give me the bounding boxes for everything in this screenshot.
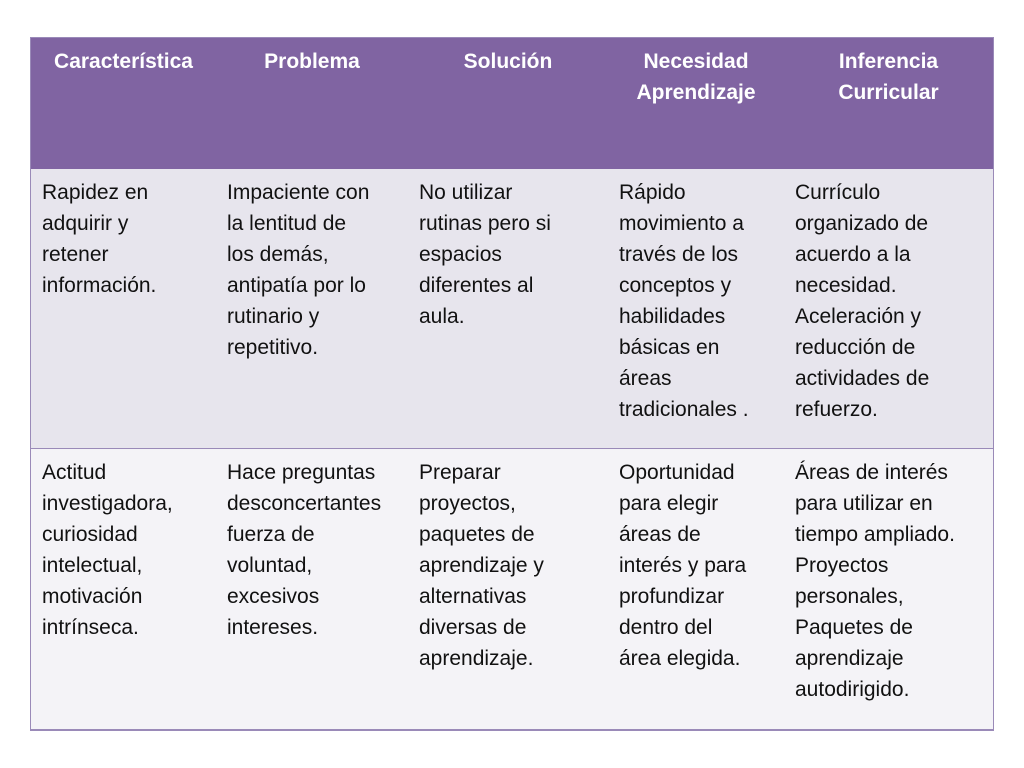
header-caracteristica: Característica (31, 38, 216, 169)
table-cell: Rápido movimiento a través de los conceptos y habilidades básicas en áreas tradicionales . (608, 169, 784, 448)
table-cell: Preparar proyectos, paquetes de aprendizaje y alternativas diversas de aprendizaje. (408, 448, 608, 729)
header-problema: Problema (216, 38, 408, 169)
table-cell: Hace preguntas desconcertantes fuerza de voluntad, excesivos intereses. (216, 448, 408, 729)
table-row (31, 448, 993, 729)
table-cell: Actitud investigadora, curiosidad intelectual, motivación intrínseca. (31, 448, 216, 729)
table-cell: Oportunidad para elegir áreas de interés y para profundizar dentro del área elegida. (608, 448, 784, 729)
table-cell: Impaciente con la lentitud de los demás, antipatía por lo rutinario y repetitivo. (216, 169, 408, 448)
table-header-row (31, 38, 993, 169)
table-cell: No utilizar rutinas pero si espacios diferentes al aula. (408, 169, 608, 448)
table-cell: Áreas de interés para utilizar en tiempo ampliado. Proyectos personales, Paquetes de aprendizaje autodirigido. (784, 448, 993, 729)
table-row (31, 169, 993, 448)
header-inferencia-curricular: Inferencia Curricular (784, 38, 993, 169)
characteristics-table (31, 38, 993, 730)
header-solucion: Solución (408, 38, 608, 169)
header-necesidad-aprendizaje: Necesidad Aprendizaje (608, 38, 784, 169)
table-cell: Rapidez en adquirir y retener información. (31, 169, 216, 448)
table-cell: Currículo organizado de acuerdo a la necesidad. Aceleración y reducción de actividades de refuerzo. (784, 169, 993, 448)
